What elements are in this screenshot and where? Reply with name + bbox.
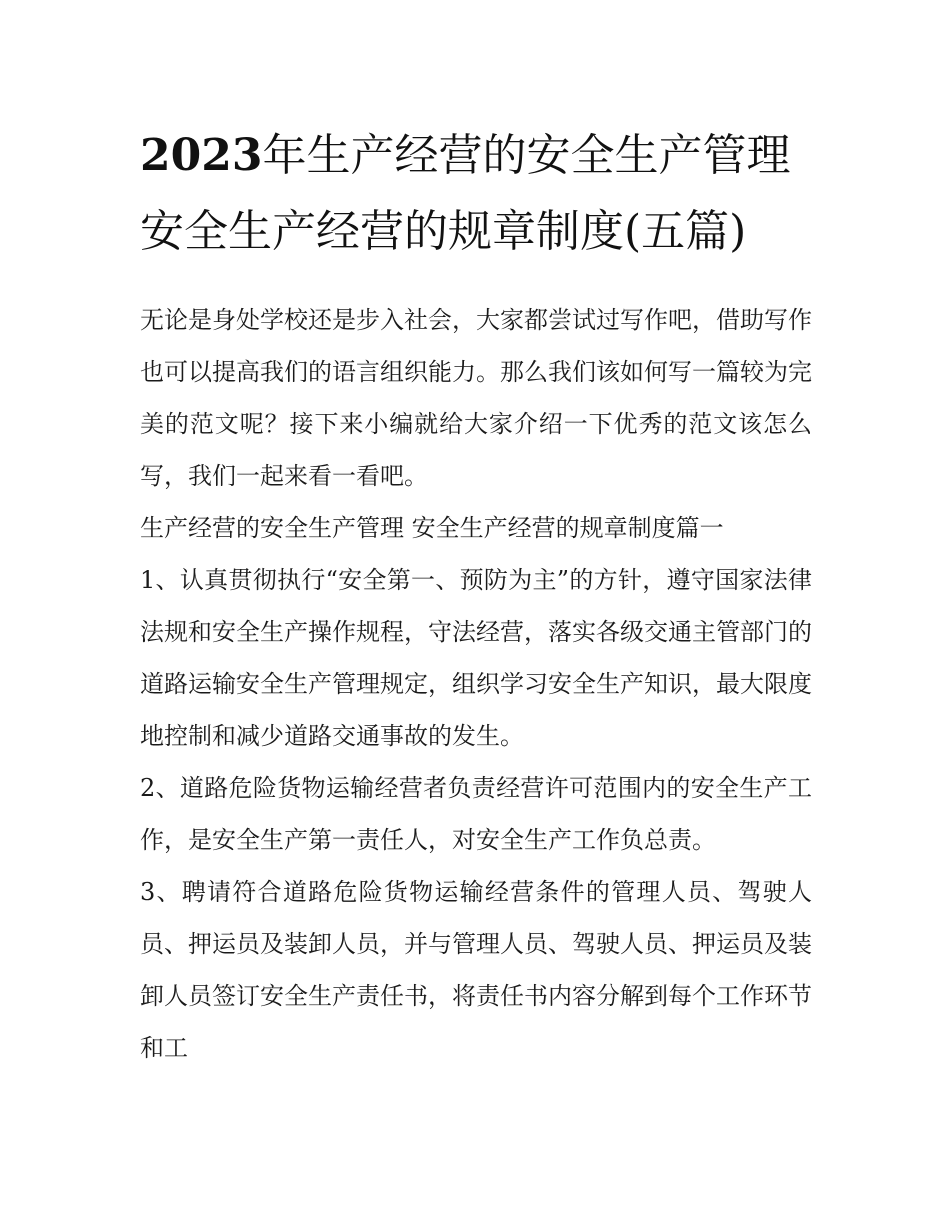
document-title [140, 118, 812, 270]
intro-paragraph: 无论是身处学校还是步入社会，大家都尝试过写作吧，借助写作也可以提高我们的语言组织能力。那么我们该如何写一篇较为完美的范文呢？接下来小编就给大家介绍一下优秀的范文该怎么写，我们一起来看一看吧。 [140, 306, 812, 490]
clause-3-paragraph: 3、聘请符合道路危险货物运输经营条件的管理人员、驾驶人员、押运员及装卸人员，并与管理人员、驾驶人员、押运员及装卸人员签订安全生产责任书，将责任书内容分解到每个工作环节和工 [140, 878, 812, 1062]
document-content [140, 118, 812, 1074]
title-text: 年生产经营的安全生产管理 安全生产经营的规章制度(五篇) [140, 130, 791, 257]
section-heading: 生产经营的安全生产管理 安全生产经营的规章制度篇一 [140, 514, 724, 542]
title-year: 2023 [140, 130, 263, 181]
clause-2-paragraph: 2、道路危险货物运输经营者负责经营许可范围内的安全生产工作，是安全生产第一责任人，对安全生产工作负总责。 [140, 774, 812, 854]
document-body [140, 294, 812, 1074]
clause-1-paragraph: 1、认真贯彻执行“安全第一、预防为主”的方针，遵守国家法律法规和安全生产操作规程，守法经营，落实各级交通主管部门的道路运输安全生产管理规定，组织学习安全生产知识，最大限度地控制和减少道路交通事故的发生。 [140, 566, 812, 750]
